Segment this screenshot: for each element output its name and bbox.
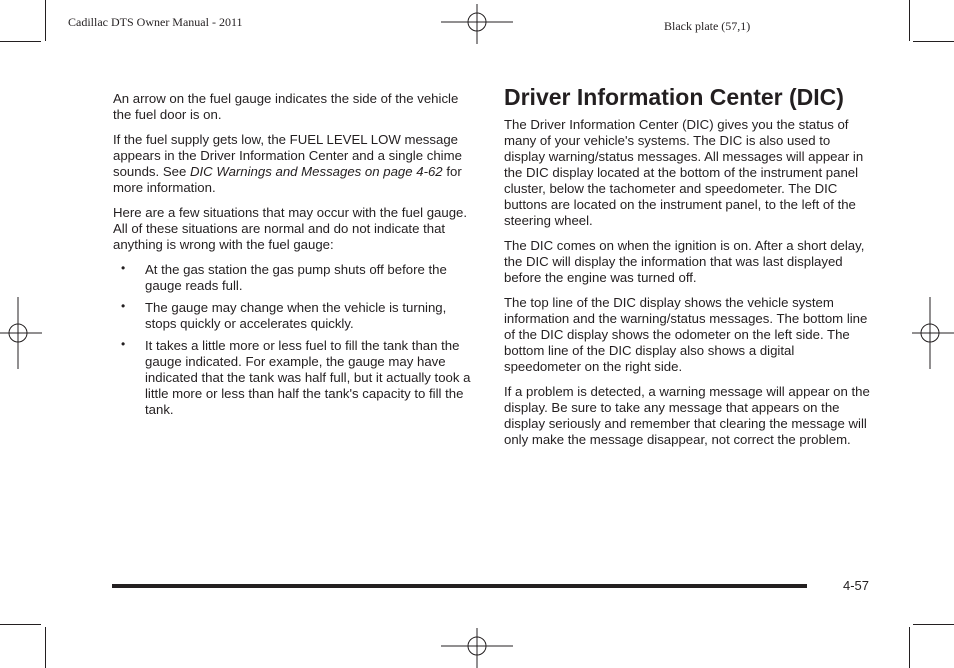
- left-column: [113, 91, 475, 424]
- plate-label: Black plate (57,1): [664, 19, 751, 33]
- registration-mark-icon: [441, 628, 513, 668]
- registration-mark-icon: [441, 4, 513, 44]
- page-number: 4-57: [843, 578, 870, 593]
- cross-reference-link[interactable]: DIC Warnings and Messages on page 4-62: [189, 164, 443, 179]
- paragraph: [113, 132, 475, 196]
- list-item-text: At the gas station the gas pump shuts off before the gauge reads full.: [145, 262, 447, 293]
- paragraph: Here are a few situations that may occur with the fuel gauge. All of these situations are normal and do not indicate that anything is wrong with the fuel gauge:: [113, 205, 468, 252]
- paragraph: An arrow on the fuel gauge indicates the side of the vehicle the fuel door is on.: [113, 91, 459, 122]
- paragraph: The DIC comes on when the ignition is on. After a short delay, the DIC will display the information that was last displayed before the engine was turned off.: [504, 238, 865, 285]
- list-item-text: The gauge may change when the vehicle is turning, stops quickly or accelerates quickly.: [145, 300, 447, 331]
- section-title: Driver Information Center (DIC): [504, 84, 844, 110]
- bullet-list: [113, 262, 475, 418]
- list-item-text: It takes a little more or less fuel to fill the tank than the gauge indicated. For example, the gauge may have indicated that the tank was half full, but it actually took a little more or less than half the tank's capacity to fill the tank.: [145, 338, 471, 417]
- list-item: [113, 262, 475, 294]
- list-item: [113, 338, 475, 418]
- header-title: Cadillac DTS Owner Manual - 2011: [68, 15, 243, 29]
- registration-mark-icon: [912, 297, 954, 369]
- footer-rule: [112, 584, 807, 588]
- crop-mark: [909, 627, 910, 668]
- registration-mark-icon: [0, 297, 42, 369]
- crop-mark: [0, 624, 41, 625]
- crop-mark: [45, 627, 46, 668]
- paragraph: The top line of the DIC display shows the vehicle system information and the warning/status messages. The bottom line of the DIC display shows the odometer on the left side. The bottom line of the DIC display also shows a digital speedometer on the right side.: [504, 295, 868, 374]
- paragraph: If a problem is detected, a warning message will appear on the display. Be sure to take any message that appears on the display seriously and remember that clearing the message will only make the message disappear, not correct the problem.: [504, 384, 870, 447]
- crop-mark: [909, 0, 910, 41]
- crop-mark: [913, 624, 954, 625]
- list-item: [113, 300, 475, 332]
- bullet-icon: •: [121, 337, 126, 351]
- paragraph: The Driver Information Center (DIC) gives you the status of many of your vehicle's systems. The DIC is also used to display warning/status messages. All messages will appear in the DIC display located at the bottom of the instrument panel cluster, below the tachometer and speedometer. The DIC buttons are located on the instrument panel, to the left of the steering wheel.: [504, 117, 864, 228]
- crop-mark: [45, 0, 46, 41]
- crop-mark: [0, 41, 41, 42]
- bullet-icon: •: [121, 299, 126, 313]
- bullet-icon: •: [121, 261, 126, 275]
- crop-mark: [913, 41, 954, 42]
- paragraph-text: for more information.: [113, 164, 462, 195]
- paragraph-text: If the fuel supply gets low, the FUEL LEVEL LOW message appears in the Driver Information Center and a single chime sounds. See: [113, 132, 462, 179]
- right-column: [504, 117, 874, 457]
